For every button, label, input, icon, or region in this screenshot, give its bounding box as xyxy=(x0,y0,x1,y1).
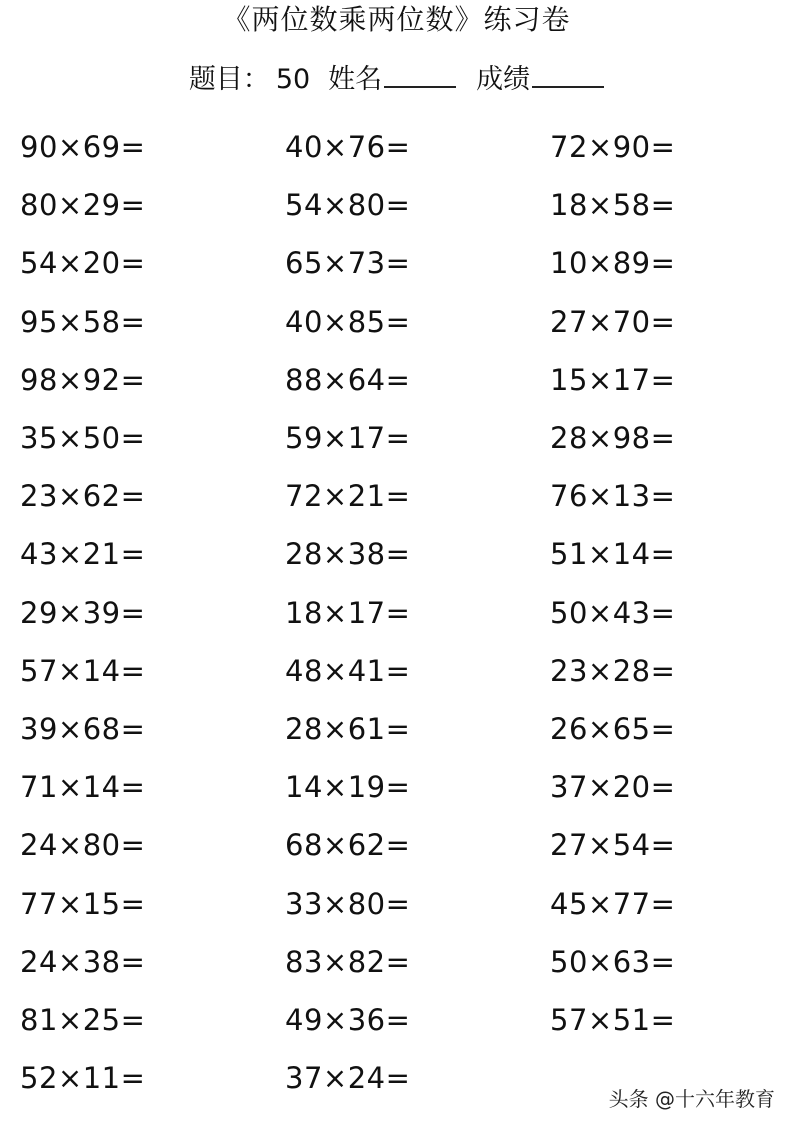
problem-item: 39×68= xyxy=(20,712,146,746)
problem-item: 71×14= xyxy=(20,770,146,804)
problem-item: 50×63= xyxy=(550,945,676,979)
problems-grid xyxy=(20,127,750,1107)
worksheet-info-line xyxy=(0,60,793,98)
name-blank[interactable] xyxy=(384,60,456,88)
problem-item: 76×13= xyxy=(550,479,676,513)
problem-item: 54×20= xyxy=(20,246,146,280)
problem-item: 40×76= xyxy=(285,130,411,164)
problem-item: 24×38= xyxy=(20,945,146,979)
problem-item: 37×20= xyxy=(550,770,676,804)
problem-item: 83×82= xyxy=(285,945,411,979)
score-blank[interactable] xyxy=(532,60,604,88)
problem-item: 51×14= xyxy=(550,537,676,571)
problem-item: 23×62= xyxy=(20,479,146,513)
problem-item: 98×92= xyxy=(20,363,146,397)
problem-item: 59×17= xyxy=(285,421,411,455)
problem-item: 68×62= xyxy=(285,828,411,862)
watermark: 头条 @十六年教育 xyxy=(608,1087,775,1111)
problem-item: 28×61= xyxy=(285,712,411,746)
problem-item: 90×69= xyxy=(20,130,146,164)
problem-item: 72×90= xyxy=(550,130,676,164)
problem-item: 33×80= xyxy=(285,887,411,921)
score-label: 成绩 xyxy=(476,64,531,95)
problem-item: 52×11= xyxy=(20,1061,146,1095)
problem-item: 27×70= xyxy=(550,305,676,339)
problem-item: 72×21= xyxy=(285,479,411,513)
problem-item: 77×15= xyxy=(20,887,146,921)
problem-item: 88×64= xyxy=(285,363,411,397)
problem-item: 57×14= xyxy=(20,654,146,688)
problem-item: 40×85= xyxy=(285,305,411,339)
problem-item: 14×19= xyxy=(285,770,411,804)
problem-item: 15×17= xyxy=(550,363,676,397)
problem-item: 54×80= xyxy=(285,188,411,222)
question-label: 题目： xyxy=(188,64,270,95)
problem-item: 48×41= xyxy=(285,654,411,688)
problem-item: 28×98= xyxy=(550,421,676,455)
question-count: 50 xyxy=(275,64,311,95)
problem-item: 45×77= xyxy=(550,887,676,921)
problem-item: 57×51= xyxy=(550,1003,676,1037)
problem-item: 95×58= xyxy=(20,305,146,339)
problem-item: 43×21= xyxy=(20,537,146,571)
problem-item: 23×28= xyxy=(550,654,676,688)
problem-item: 10×89= xyxy=(550,246,676,280)
problem-item: 24×80= xyxy=(20,828,146,862)
problem-item: 18×58= xyxy=(550,188,676,222)
name-label: 姓名 xyxy=(328,64,383,95)
problem-item: 37×24= xyxy=(285,1061,411,1095)
problem-item: 50×43= xyxy=(550,596,676,630)
problem-item: 26×65= xyxy=(550,712,676,746)
problem-item: 29×39= xyxy=(20,596,146,630)
problem-item: 81×25= xyxy=(20,1003,146,1037)
problem-item: 35×50= xyxy=(20,421,146,455)
problem-item: 65×73= xyxy=(285,246,411,280)
problem-item: 28×38= xyxy=(285,537,411,571)
problem-item: 18×17= xyxy=(285,596,411,630)
problem-item: 27×54= xyxy=(550,828,676,862)
problem-item: 49×36= xyxy=(285,1003,411,1037)
worksheet-title: 《两位数乘两位数》练习卷 xyxy=(222,3,571,36)
problem-item: 80×29= xyxy=(20,188,146,222)
